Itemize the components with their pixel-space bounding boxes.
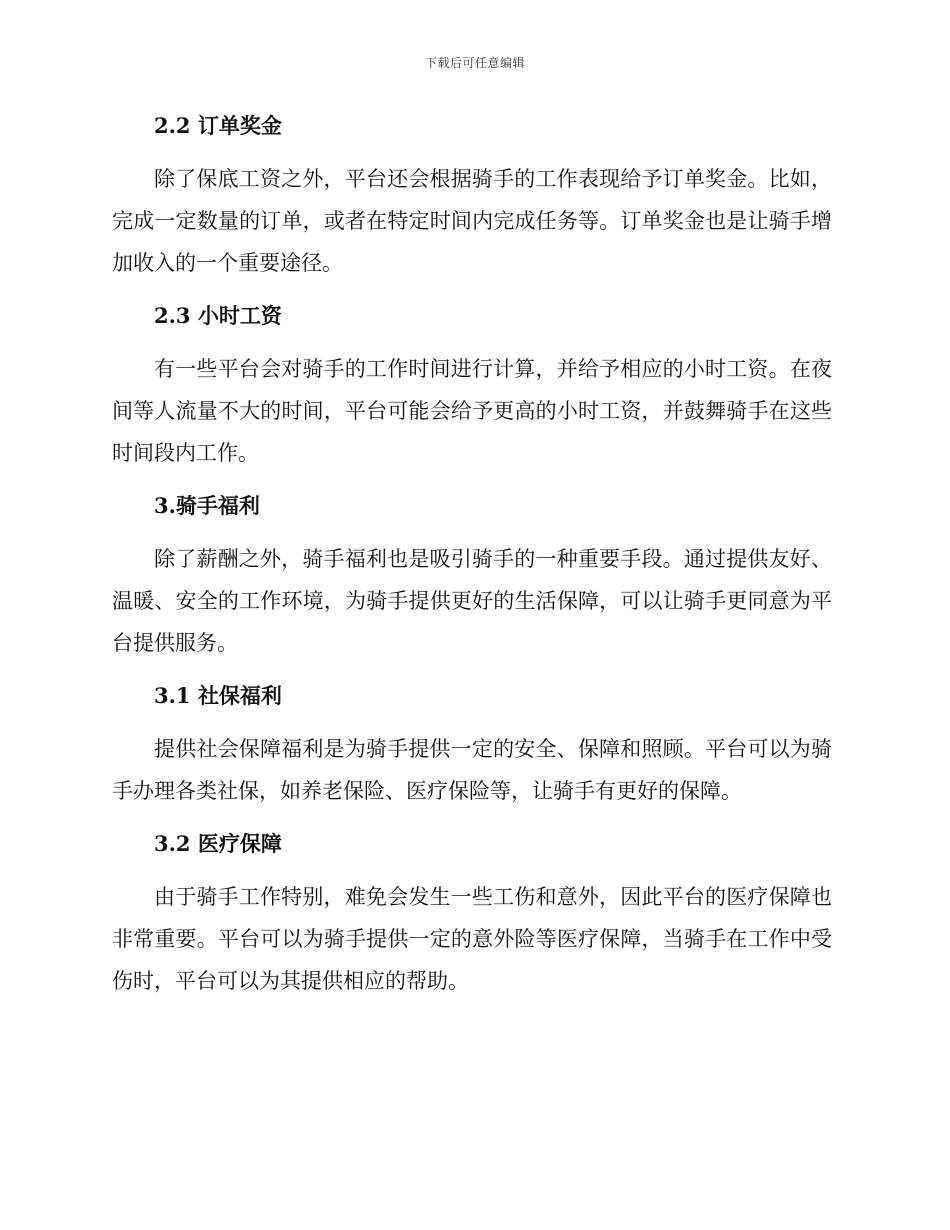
section-heading: 2.3 小时工资 bbox=[154, 303, 282, 328]
section-heading: 2.2 订单奖金 bbox=[154, 113, 282, 138]
section-rider-benefits bbox=[112, 488, 832, 664]
section-social-insurance bbox=[112, 678, 832, 812]
document-body bbox=[112, 108, 832, 1002]
section-paragraph: 由于骑手工作特别，难免会发生一些工伤和意外，因此平台的医疗保障也非常重要。平台可以为骑手提供一定的意外险等医疗保障，当骑手在工作中受伤时，平台可以为其提供相应的帮助。 bbox=[112, 885, 832, 993]
section-paragraph: 除了保底工资之外，平台还会根据骑手的工作表现给予订单奖金。比如，完成一定数量的订单，或者在特定时间内完成任务等。订单奖金也是让骑手增加收入的一个重要途径。 bbox=[112, 167, 832, 275]
section-paragraph: 除了薪酬之外，骑手福利也是吸引骑手的一种重要手段。通过提供友好、温暖、安全的工作环境，为骑手提供更好的生活保障，可以让骑手更同意为平台提供服务。 bbox=[112, 547, 832, 655]
section-heading: 3.1 社保福利 bbox=[154, 683, 282, 708]
section-heading: 3.骑手福利 bbox=[154, 493, 260, 518]
section-hourly-wage bbox=[112, 298, 832, 474]
section-paragraph: 提供社会保障福利是为骑手提供一定的安全、保障和照顾。平台可以为骑手办理各类社保，如养老保险、医疗保险等，让骑手有更好的保障。 bbox=[112, 737, 832, 803]
section-paragraph: 有一些平台会对骑手的工作时间进行计算，并给予相应的小时工资。在夜间等人流量不大的时间，平台可能会给予更高的小时工资，并鼓舞骑手在这些时间段内工作。 bbox=[112, 357, 832, 465]
section-order-bonus bbox=[112, 108, 832, 284]
section-medical-coverage bbox=[112, 826, 832, 1002]
page-header: 下载后可任意编辑 bbox=[424, 56, 525, 70]
section-heading: 3.2 医疗保障 bbox=[154, 831, 282, 856]
